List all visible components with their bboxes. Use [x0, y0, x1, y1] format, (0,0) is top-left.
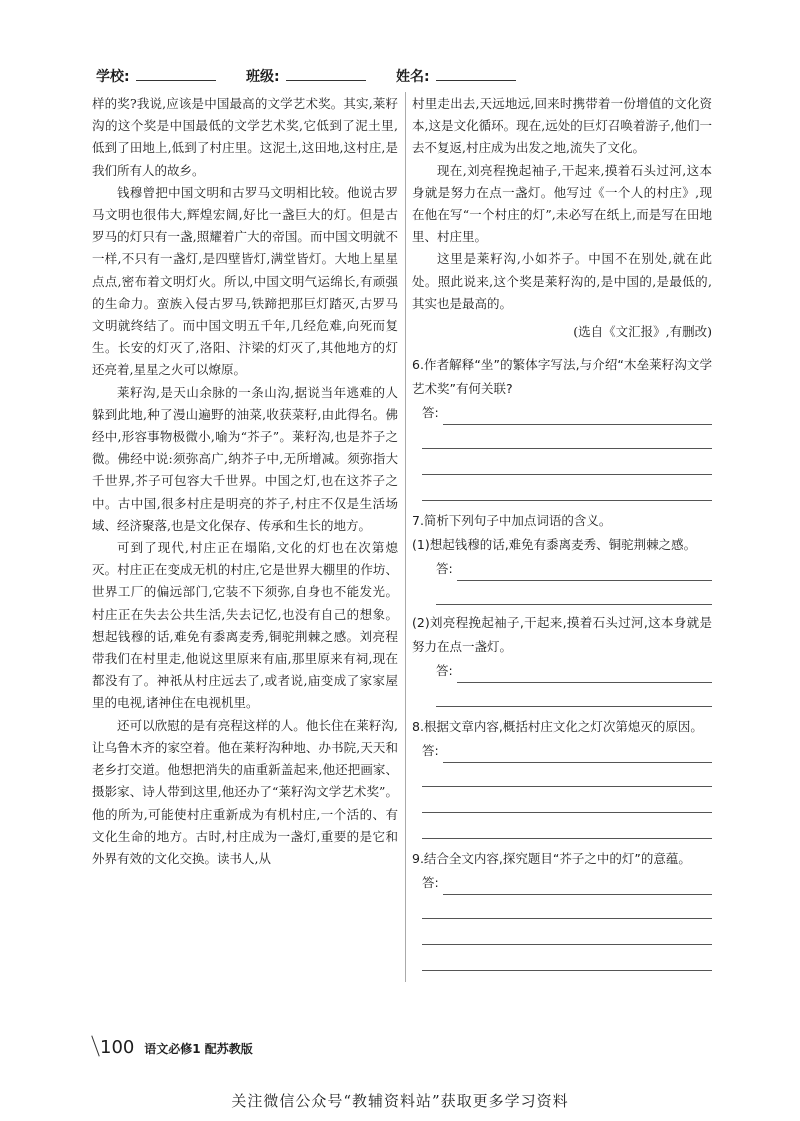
answer-line: [457, 564, 712, 581]
answer-field[interactable]: [436, 659, 712, 683]
question-6-text: 6.作者解释“坐”的繁体字写法,与介绍“木垒莱籽沟文学艺术奖”有何关联?: [412, 357, 712, 397]
answer-label: 答:: [422, 405, 439, 421]
article-paragraph: 村里走出去,天远地远,回来时携带着一份增值的文化资本,这是文化循环。现在,远处的巨灯召唤着游子,他们一去不复返,村庄成为出发之地,流失了文化。: [412, 96, 712, 156]
page-footer: [95, 1035, 253, 1058]
answer-field[interactable]: [422, 739, 712, 763]
question-6: [412, 353, 712, 501]
answer-line[interactable]: [422, 789, 712, 813]
page-number: 100: [100, 1037, 135, 1058]
answer-label: 答:: [436, 561, 453, 577]
answer-line: [443, 878, 712, 895]
question-7-1-text: (1)想起钱穆的话,难免有黍离麦秀、铜驼荆棘之感。: [412, 537, 697, 553]
question-7-2-text: (2)刘亮程挽起袖子,干起来,摸着石头过河,这本身就是努力在点一盏灯。: [412, 615, 712, 655]
answer-line: [457, 666, 712, 683]
answer-line[interactable]: [422, 895, 712, 919]
answer-line[interactable]: [422, 947, 712, 971]
answer-field[interactable]: [422, 871, 712, 895]
name-blank: [436, 80, 516, 81]
answer-line[interactable]: [422, 763, 712, 787]
answer-field[interactable]: [436, 557, 712, 581]
school-label: 学校:: [96, 69, 130, 85]
name-label: 姓名:: [396, 69, 430, 85]
question-7-text: 7.简析下列句子中加点词语的含义。: [412, 513, 612, 529]
question-8: [412, 715, 712, 839]
answer-line[interactable]: [422, 921, 712, 945]
student-info-header: [96, 60, 716, 90]
article-right-column: [412, 93, 712, 973]
article-paragraph: 样的奖?我说,应该是中国最高的文学艺术奖。其实,莱籽沟的这个奖是中国最低的文学艺术奖,它低到了泥土里,低到了田地上,低到了村庄里。这泥土,这田地,这村庄,是我们所有人的故乡。: [92, 96, 398, 178]
book-title: 语文必修1 配苏教版: [144, 1042, 253, 1056]
article-paragraph: 莱籽沟,是天山余脉的一条山沟,据说当年逃难的人躲到此地,种了漫山遍野的油菜,收获菜籽,由此得名。佛经中,形容事物极微小,喻为“芥子”。莱籽沟,也是芥子之微。佛经中说:须弥高广,纳芥子中,无所增减。须弥指大千世界,芥子可包容大千世界。中国之灯,也在这芥子之中。古中国,很多村庄是明亮的芥子,村庄不仅是生活场域、经济聚落,也是文化保存、传承和生长的地方。: [92, 384, 398, 533]
class-label: 班级:: [246, 69, 280, 85]
answer-field[interactable]: [422, 401, 712, 425]
article-left-column: [92, 93, 398, 870]
question-8-text: 8.根据文章内容,概括村庄文化之灯次第熄灭的原因。: [412, 719, 703, 735]
article-paragraph: 还可以欣慰的是有亮程这样的人。他长住在莱籽沟,让乌鲁木齐的家空着。他在莱籽沟种地、办书院,天天和老乡打交道。他想把消失的庙重新盖起来,他还把画家、摄影家、诗人带到这里,他还办了“莱籽沟文学艺术奖”。他的所为,可能使村庄重新成为有机村庄,一个活的、有文化生命的地方。古时,村庄成为一盏灯,重要的是它和外界有效的文化交换。读书人,从: [92, 717, 398, 866]
article-paragraph: 现在,刘亮程挽起袖子,干起来,摸着石头过河,这本身就是努力在点一盏灯。他写过《一个人的村庄》,现在他在写“一个村庄的灯”,未必写在纸上,而是写在田地里、村庄里。: [412, 162, 712, 245]
school-blank: [136, 80, 216, 81]
question-9-text: 9.结合全文内容,探究题目“芥子之中的灯”的意蕴。: [412, 851, 691, 867]
question-9: [412, 847, 712, 971]
answer-line: [443, 408, 712, 425]
article-paragraph: 钱穆曾把中国文明和古罗马文明相比较。他说古罗马文明也很伟大,辉煌宏阔,好比一盏巨大的灯。但是古罗马的灯只有一盏,照耀着广大的帝国。而中国文明就不一样,不只有一盏灯,是四壁皆灯,满堂皆灯。大地上星星点点,密布着文明灯火。所以,中国文明气运绵长,有顽强的生命力。蛮族入侵古罗马,铁蹄把那巨灯踏灭,古罗马文明就终结了。而中国文明五千年,几经危难,向死而复生。长安的灯灭了,洛阳、汴梁的灯灭了,其他地方的灯还亮着,星星之火可以燎原。: [92, 184, 398, 378]
article-paragraph: 这里是莱籽沟,小如芥子。中国不在别处,就在此处。照此说来,这个奖是莱籽沟的,是中国的,是最低的,其实也是最高的。: [412, 251, 712, 311]
article-paragraph: 可到了现代,村庄正在塌陷,文化的灯也在次第熄灭。村庄正在变成无机的村庄,它是世界大棚里的作坊、世界工厂的偏远部门,它装不下须弥,自身也不能发光。村庄正在失去公共生活,失去记忆,也没有自己的想象。想起钱穆的话,难免有黍离麦秀,铜驼荆棘之感。刘亮程带我们在村里走,他说这里原来有庙,那里原来有祠,现在都没有了。神祇从村庄远去了,或者说,庙变成了家家屋里的电视,诸神住在电视机里。: [92, 540, 398, 711]
answer-line[interactable]: [422, 815, 712, 839]
answer-label: 答:: [422, 875, 439, 891]
answer-line[interactable]: [422, 451, 712, 475]
answer-label: 答:: [422, 743, 439, 759]
answer-line[interactable]: [436, 683, 712, 707]
promo-note: 关注微信公众号“教辅资料站”获取更多学习资料: [231, 1092, 569, 1110]
answer-line[interactable]: [436, 581, 712, 605]
answer-line[interactable]: [422, 425, 712, 449]
answer-line: [443, 746, 712, 763]
source-note: (选自《文汇报》,有删改): [573, 324, 712, 340]
class-blank: [286, 80, 366, 81]
footer-slash-decoration: [91, 1035, 99, 1056]
answer-label: 答:: [436, 663, 453, 679]
answer-line[interactable]: [422, 477, 712, 501]
column-divider: [405, 92, 406, 982]
question-7: [412, 509, 712, 707]
